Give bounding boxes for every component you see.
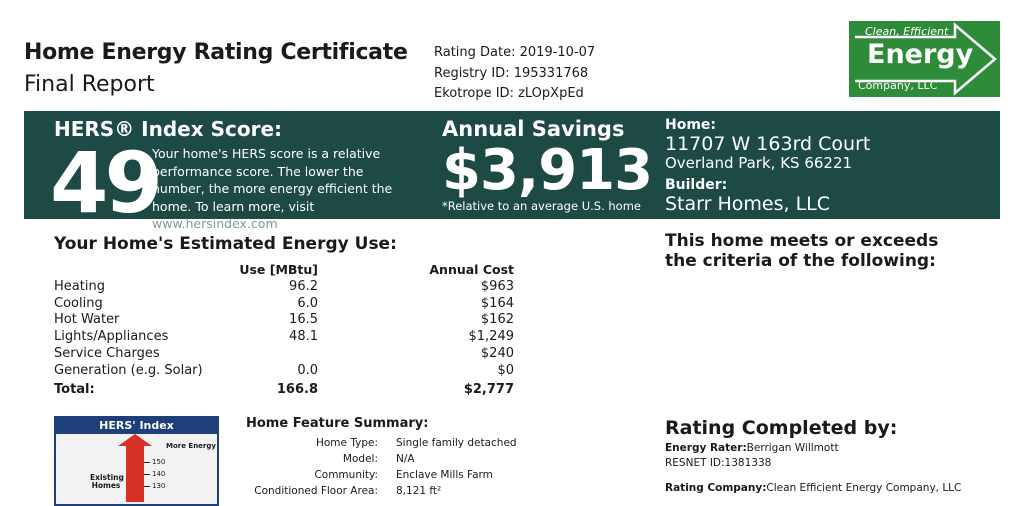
table-total-row: [54, 380, 514, 399]
row-label: Lights/Appliances: [54, 329, 169, 345]
tick-label: 130: [152, 482, 166, 490]
hers-description: [152, 145, 408, 233]
builder-label: Builder:: [665, 177, 728, 193]
logo-line2: Energy: [867, 39, 974, 70]
home-label: Home:: [665, 117, 717, 133]
rating-completed-title: Rating Completed by:: [665, 417, 898, 439]
row-use: 96.2: [289, 278, 318, 294]
ekotrope-id: Ekotrope ID: zLOpXpEd: [434, 86, 584, 101]
savings-label: Annual Savings: [442, 117, 625, 141]
energy-use-title: Your Home's Estimated Energy Use:: [54, 234, 397, 254]
row-label: Hot Water: [54, 312, 120, 328]
more-energy-label: More Energy: [166, 442, 216, 450]
hers-score: 49: [50, 134, 159, 232]
row-label: Generation (e.g. Solar): [54, 362, 203, 378]
feature-key: Model:: [342, 453, 378, 465]
builder-name: Starr Homes, LLC: [665, 193, 831, 215]
tick-mark: [144, 486, 150, 487]
total-cost: $2,777: [463, 381, 514, 397]
row-use: 0.0: [297, 362, 318, 378]
total-use: 166.8: [276, 381, 318, 397]
tick-label: 140: [152, 470, 166, 478]
feature-value: Enclave Mills Farm: [396, 469, 493, 481]
rating-date: Rating Date: 2019-10-07: [434, 45, 596, 60]
tick-label: 150: [152, 458, 166, 466]
row-use: 16.5: [289, 312, 318, 328]
row-use: [210, 346, 318, 363]
score-banner: [24, 111, 1000, 232]
energy-use-table: [54, 262, 514, 398]
hers-index-title: HERS' Index: [56, 418, 217, 434]
hers-index-graphic: [54, 416, 219, 506]
header-cost: Annual Cost: [429, 262, 514, 277]
energy-rater-label: Energy Rater:: [665, 442, 747, 454]
savings-value: $3,913: [442, 138, 653, 203]
row-cost: $240: [480, 345, 514, 361]
rating-company-label: Rating Company:: [665, 482, 767, 494]
rating-meta: [434, 43, 595, 105]
header-use: Use [MBtu]: [239, 262, 318, 277]
row-use: 48.1: [289, 329, 318, 345]
hers-label: HERS® Index Score:: [54, 117, 283, 141]
row-cost: $963: [480, 278, 514, 294]
hers-scale-bar: [126, 442, 144, 502]
page-title: Home Energy Rating Certificate: [24, 40, 408, 65]
page-subtitle: Final Report: [24, 72, 155, 97]
row-label: Heating: [54, 278, 105, 294]
table-row: [54, 346, 514, 363]
table-row: [54, 312, 514, 329]
table-row: [54, 296, 514, 313]
savings-note: *Relative to an average U.S. home: [442, 199, 641, 213]
table-row: [54, 329, 514, 346]
logo-line1: Clean, Efficient: [865, 25, 949, 38]
total-label: Total:: [54, 381, 95, 397]
rating-company-line: [665, 482, 961, 494]
row-label: Cooling: [54, 295, 103, 311]
home-address-line2: Overland Park, KS 66221: [665, 154, 853, 172]
tick-mark: [144, 462, 150, 463]
feature-value: N/A: [396, 453, 415, 465]
logo-line3: Company, LLC: [858, 79, 938, 92]
tick-mark: [144, 474, 150, 475]
feature-key: Home Type:: [315, 437, 378, 449]
criteria-title: This home meets or exceeds the criteria of the following:: [665, 231, 939, 271]
feature-key: Community:: [314, 469, 378, 481]
existing-homes-label: Existing Homes: [90, 473, 124, 490]
row-cost: $162: [480, 312, 514, 328]
rating-company-name: Clean Efficient Energy Company, LLC: [766, 482, 962, 494]
feature-value: 8,121 ft²: [396, 485, 442, 497]
hers-desc-text: Your home's HERS score is a relative performance score. The lower the number, the more energy efficient the home. To learn more, visit: [152, 146, 393, 214]
row-cost: $0: [497, 362, 514, 378]
row-use: 6.0: [297, 295, 318, 311]
feature-summary-title: Home Feature Summary:: [246, 416, 429, 431]
row-label: Service Charges: [54, 345, 160, 361]
row-cost: $1,249: [468, 329, 514, 345]
hers-url-link[interactable]: www.hersindex.com: [152, 216, 278, 231]
resnet-id: RESNET ID:1381338: [665, 457, 772, 469]
company-logo: [849, 21, 1000, 97]
table-row: [54, 363, 514, 380]
table-header-row: [54, 262, 514, 279]
header-blank: [54, 262, 210, 279]
registry-id: Registry ID: 195331768: [434, 65, 589, 81]
feature-key: Conditioned Floor Area:: [254, 485, 378, 497]
feature-value: Single family detached: [396, 437, 517, 449]
energy-rater-line: [665, 442, 839, 454]
energy-rater-name: Berrigan Willmott: [746, 442, 839, 454]
row-cost: $164: [480, 295, 514, 311]
table-row: [54, 279, 514, 296]
home-address-line1: 11707 W 163rd Court: [665, 133, 871, 155]
